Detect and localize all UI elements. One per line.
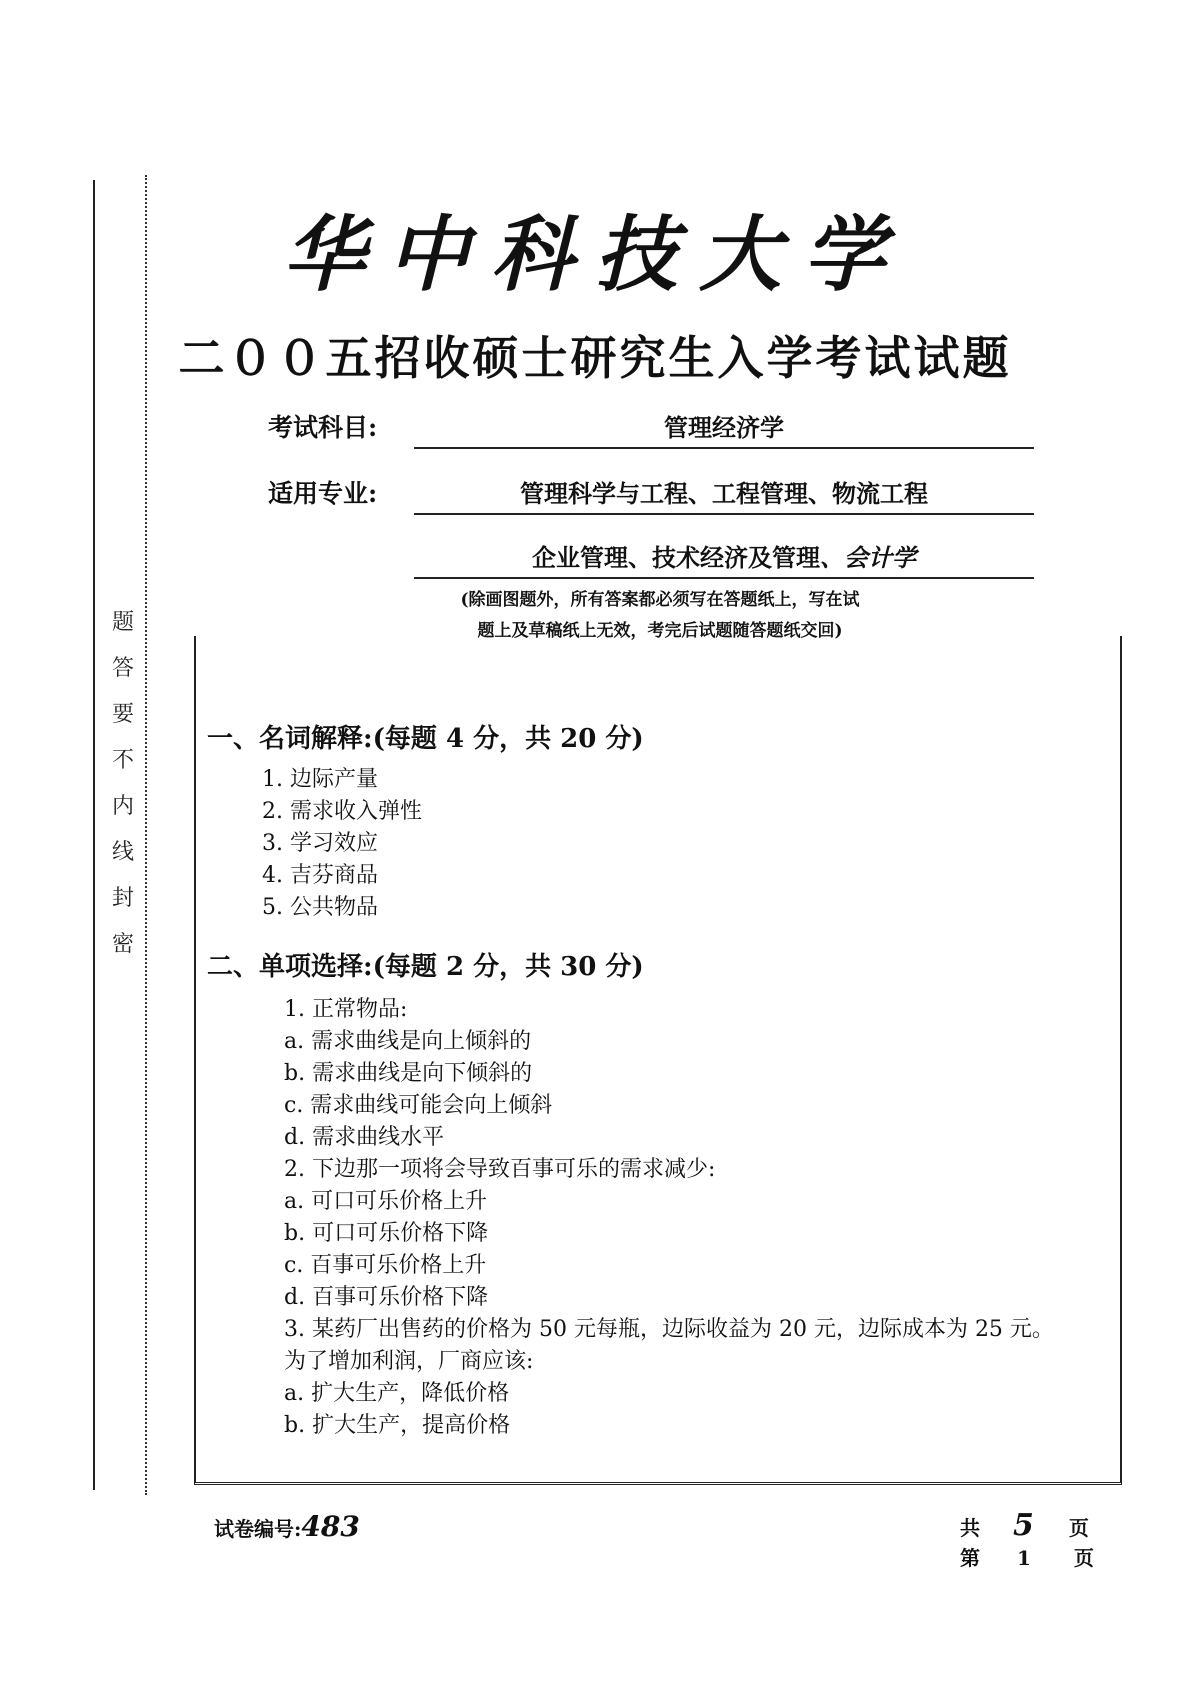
question-line: 2. 下边那一项将会导致百事可乐的需求减少: [284,1157,716,1182]
major-line-2 [414,538,1034,579]
major-label: 适用专业: [268,479,378,508]
current-page [960,1542,1094,1571]
section-2-list [284,994,1054,1442]
section-2-heading: 二、单项选择:(每题 2 分，共 30 分) [207,952,644,982]
section-1-list [262,764,422,924]
major-line-1: 管理科学与工程、工程管理、物流工程 [414,474,1034,515]
paper-number [214,1510,360,1543]
question-line: 为了增加利润，厂商应该: [284,1349,534,1374]
option-line: d. 需求曲线水平 [284,1125,445,1150]
option-line: a. 扩大生产，降低价格 [284,1381,510,1406]
option-line: c. 百事可乐价格上升 [284,1253,487,1278]
option-line: a. 可口可乐价格上升 [284,1189,488,1214]
seal-char: 答 [111,656,134,681]
major-line-2-handwritten: 、会计学 [820,543,916,572]
current-page-value: 1 [1016,1546,1031,1570]
university-name: 华中科技大学 [283,207,907,303]
option-line: d. 百事可乐价格下降 [284,1285,489,1310]
paper-number-value: 483 [301,1510,360,1543]
seal-char: 密 [111,932,134,957]
seal-char: 封 [111,886,134,911]
option-line: b. 需求曲线是向下倾斜的 [284,1061,533,1086]
total-pages-value: 5 [1012,1508,1034,1543]
subject-label: 考试科目: [268,413,378,442]
question-line: 3. 某药厂出售药的价格为 50 元每瓶，边际收益为 20 元，边际成本为 25 元。 [284,1317,1054,1342]
current-suffix: 页 [1073,1546,1094,1570]
list-item: 4. 吉芬商品 [262,863,378,888]
list-item: 2. 需求收入弹性 [262,799,422,824]
note-line-1: (除画图题外，所有答案都必须写在答题纸上，写在试 [460,590,860,610]
total-suffix: 页 [1068,1516,1089,1540]
seal-char: 要 [111,702,134,727]
current-prefix: 第 [960,1546,980,1570]
section-1-heading: 一、名词解释:(每题 4 分，共 20 分) [207,724,644,754]
option-line: a. 需求曲线是向上倾斜的 [284,1029,532,1054]
major-line-2-text: 企业管理、技术经济及管理 [532,543,820,572]
seal-char: 不 [111,748,134,773]
option-line: b. 可口可乐价格下降 [284,1221,489,1246]
question-line: 1. 正常物品: [284,997,408,1022]
list-item: 1. 边际产量 [262,767,378,792]
seal-char: 题 [111,610,134,635]
exam-title: 二００五招收硕士研究生入学考试试题 [178,331,1012,385]
seal-char: 线 [111,840,134,865]
subject-value: 管理经济学 [414,408,1034,449]
binding-seal-text [110,612,136,980]
list-item: 5. 公共物品 [262,895,378,920]
total-prefix: 共 [960,1516,980,1540]
option-line: b. 扩大生产，提高价格 [284,1413,511,1438]
total-pages [960,1508,1089,1543]
seal-char: 内 [111,794,134,819]
list-item: 3. 学习效应 [262,831,378,856]
note-line-2: 题上及草稿纸上无效，考完后试题随答题纸交回) [477,621,843,641]
paper-number-label: 试卷编号: [214,1517,302,1541]
option-line: c. 需求曲线可能会向上倾斜 [284,1093,553,1118]
